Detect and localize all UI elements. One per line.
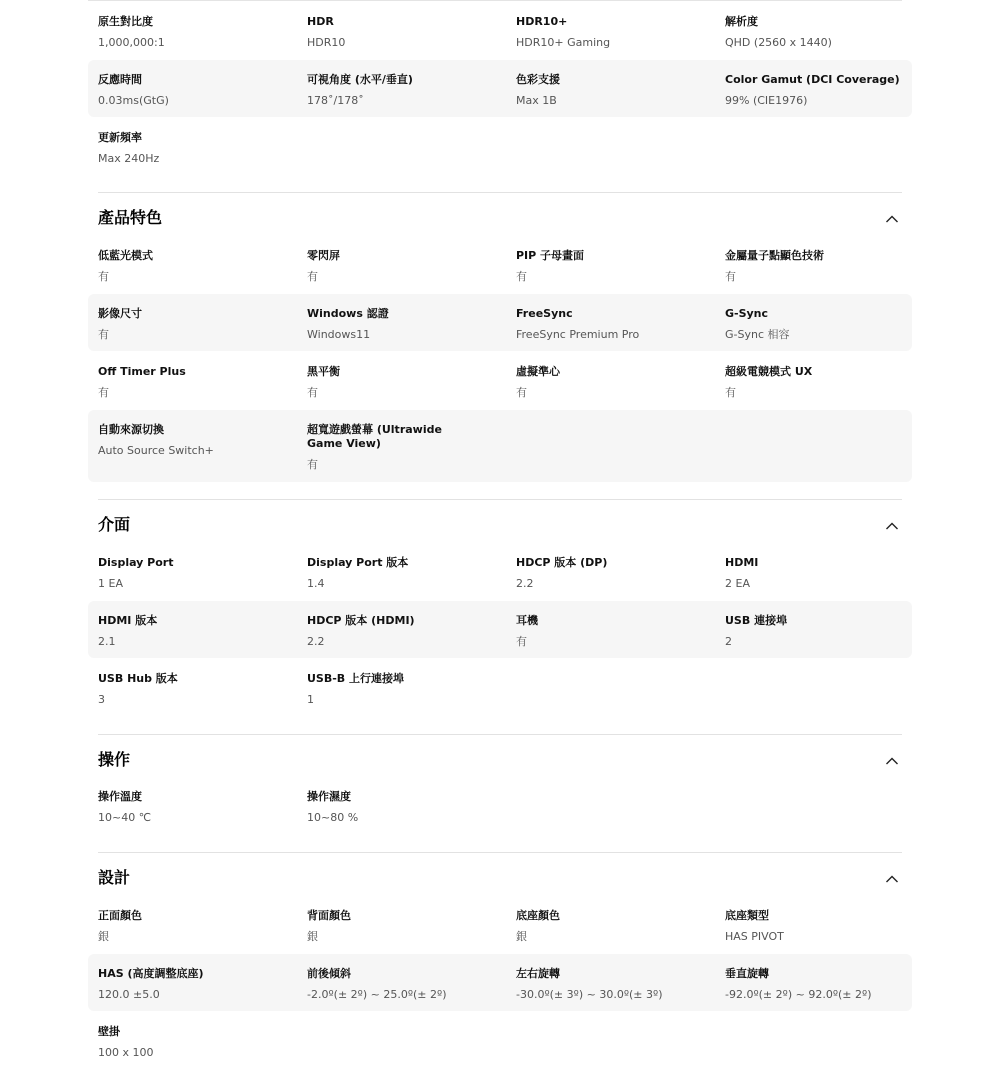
spec-label: 背面顏色 [307, 909, 351, 922]
spec-value: 120.0 ±5.0 [98, 988, 160, 1001]
spec-label: HDR10+ [516, 15, 568, 28]
section-title: 產品特色 [98, 208, 163, 227]
spec-label: 耳機 [516, 614, 538, 627]
spec-label: 金屬量子點顯色技術 [725, 249, 824, 262]
spec-row [88, 896, 912, 953]
spec-label: 超寬遊戲螢幕 (Ultrawide Game View) [307, 423, 442, 450]
spec-label: 左右旋轉 [516, 967, 560, 980]
spec-value: HDR10+ Gaming [516, 36, 611, 49]
spec-label: 超級電競模式 UX [725, 365, 813, 378]
chevron-up-icon[interactable] [884, 753, 900, 769]
spec-label: G-Sync [725, 307, 769, 320]
spec-label: FreeSync [516, 307, 573, 320]
spec-row [88, 352, 912, 409]
spec-row [88, 2, 912, 59]
spec-label: 更新頻率 [98, 131, 142, 144]
spec-value: 2.2 [516, 577, 534, 590]
spec-value: 2.1 [98, 635, 116, 648]
spec-value: HAS PIVOT [725, 930, 784, 943]
spec-value: Max 240Hz [98, 152, 160, 165]
section-divider [98, 499, 902, 500]
spec-value: FreeSync Premium Pro [516, 328, 640, 341]
spec-label: 操作濕度 [307, 790, 351, 803]
spec-value: 2 [725, 635, 732, 648]
spec-value: 有 [516, 386, 527, 399]
spec-value: 銀 [98, 930, 109, 943]
spec-row [88, 777, 912, 834]
spec-value: QHD (2560 x 1440) [725, 36, 832, 49]
spec-value: 有 [516, 270, 527, 283]
spec-label: 壁掛 [98, 1025, 120, 1038]
spec-label: Off Timer Plus [98, 365, 186, 378]
spec-row [88, 543, 912, 600]
spec-label: 底座類型 [725, 909, 769, 922]
spec-row [88, 60, 912, 117]
spec-value: 有 [98, 270, 109, 283]
spec-label: 低藍光模式 [98, 249, 153, 262]
spec-label: Windows 認證 [307, 307, 389, 320]
spec-label: 虛擬準心 [516, 365, 560, 378]
spec-label: 自動來源切換 [98, 423, 164, 436]
spec-label: 底座顏色 [516, 909, 560, 922]
spec-value: 3 [98, 693, 105, 706]
spec-value: Max 1B [516, 94, 557, 107]
spec-value: 99% (CIE1976) [725, 94, 808, 107]
spec-label: HDR [307, 15, 334, 28]
spec-label: PIP 子母畫面 [516, 249, 585, 262]
spec-label: 解析度 [725, 15, 758, 28]
spec-value: 銀 [516, 930, 527, 943]
spec-row [88, 1012, 912, 1069]
section-divider [98, 734, 902, 735]
spec-label: HDCP 版本 (DP) [516, 556, 608, 569]
spec-label: 黑平衡 [307, 365, 340, 378]
spec-row [88, 954, 912, 1011]
spec-label: USB 連接埠 [725, 614, 788, 627]
chevron-up-icon[interactable] [884, 518, 900, 534]
spec-row [88, 659, 912, 716]
spec-label: 可視角度 (水平/垂直) [307, 73, 413, 86]
spec-value: 10~80 % [307, 811, 359, 824]
spec-label: HDMI 版本 [98, 614, 158, 627]
spec-label: USB Hub 版本 [98, 672, 178, 685]
section-title: 操作 [98, 750, 131, 769]
spec-label: 色彩支援 [516, 73, 560, 86]
spec-value: -2.0º(± 2º) ~ 25.0º(± 2º) [307, 988, 447, 1001]
chevron-up-icon[interactable] [884, 871, 900, 887]
spec-label: 原生對比度 [98, 15, 153, 28]
spec-value: 有 [98, 328, 109, 341]
spec-value: HDR10 [307, 36, 346, 49]
section-title: 設計 [98, 868, 131, 887]
spec-value: 2 EA [725, 577, 750, 590]
spec-label: 正面顏色 [98, 909, 142, 922]
spec-value: 1,000,000:1 [98, 36, 165, 49]
spec-value: 1 EA [98, 577, 123, 590]
spec-label: 操作溫度 [98, 790, 142, 803]
spec-label: 零閃屏 [307, 249, 340, 262]
spec-value: -30.0º(± 3º) ~ 30.0º(± 3º) [516, 988, 663, 1001]
spec-label: 反應時間 [98, 73, 142, 86]
spec-label: Color Gamut (DCI Coverage) [725, 73, 900, 86]
section-title: 介面 [98, 515, 131, 534]
spec-row [88, 236, 912, 293]
spec-value: 有 [307, 270, 318, 283]
section-divider [98, 192, 902, 193]
spec-row [88, 410, 912, 482]
spec-value: G-Sync 相容 [725, 328, 790, 341]
spec-label: 影像尺寸 [98, 307, 142, 320]
spec-value: Windows11 [307, 328, 371, 341]
spec-label: HAS (高度調整底座) [98, 967, 204, 980]
spec-value: 2.2 [307, 635, 325, 648]
spec-row [88, 118, 912, 175]
spec-label: HDMI [725, 556, 759, 569]
spec-value: 0.03ms(GtG) [98, 94, 169, 107]
spec-value: 1 [307, 693, 314, 706]
spec-value: 178˚/178˚ [307, 94, 364, 107]
section-divider [98, 852, 902, 853]
spec-value: -92.0º(± 2º) ~ 92.0º(± 2º) [725, 988, 872, 1001]
spec-value: 100 x 100 [98, 1046, 154, 1059]
spec-value: 有 [307, 386, 318, 399]
spec-label: 垂直旋轉 [725, 967, 769, 980]
spec-label: USB-B 上行連接埠 [307, 672, 405, 685]
spec-value: 有 [98, 386, 109, 399]
spec-value: Auto Source Switch+ [98, 444, 214, 457]
spec-value: 1.4 [307, 577, 325, 590]
spec-value: 有 [725, 386, 736, 399]
top-divider [88, 0, 902, 1]
spec-label: 前後傾斜 [307, 967, 351, 980]
spec-value: 有 [307, 458, 318, 471]
spec-value: 10~40 ℃ [98, 811, 152, 824]
spec-value: 有 [725, 270, 736, 283]
spec-value: 有 [516, 635, 527, 648]
spec-row [88, 601, 912, 658]
spec-row [88, 294, 912, 351]
chevron-up-icon[interactable] [884, 211, 900, 227]
spec-label: Display Port [98, 556, 174, 569]
spec-label: Display Port 版本 [307, 556, 409, 569]
spec-value: 銀 [307, 930, 318, 943]
spec-label: HDCP 版本 (HDMI) [307, 614, 415, 627]
